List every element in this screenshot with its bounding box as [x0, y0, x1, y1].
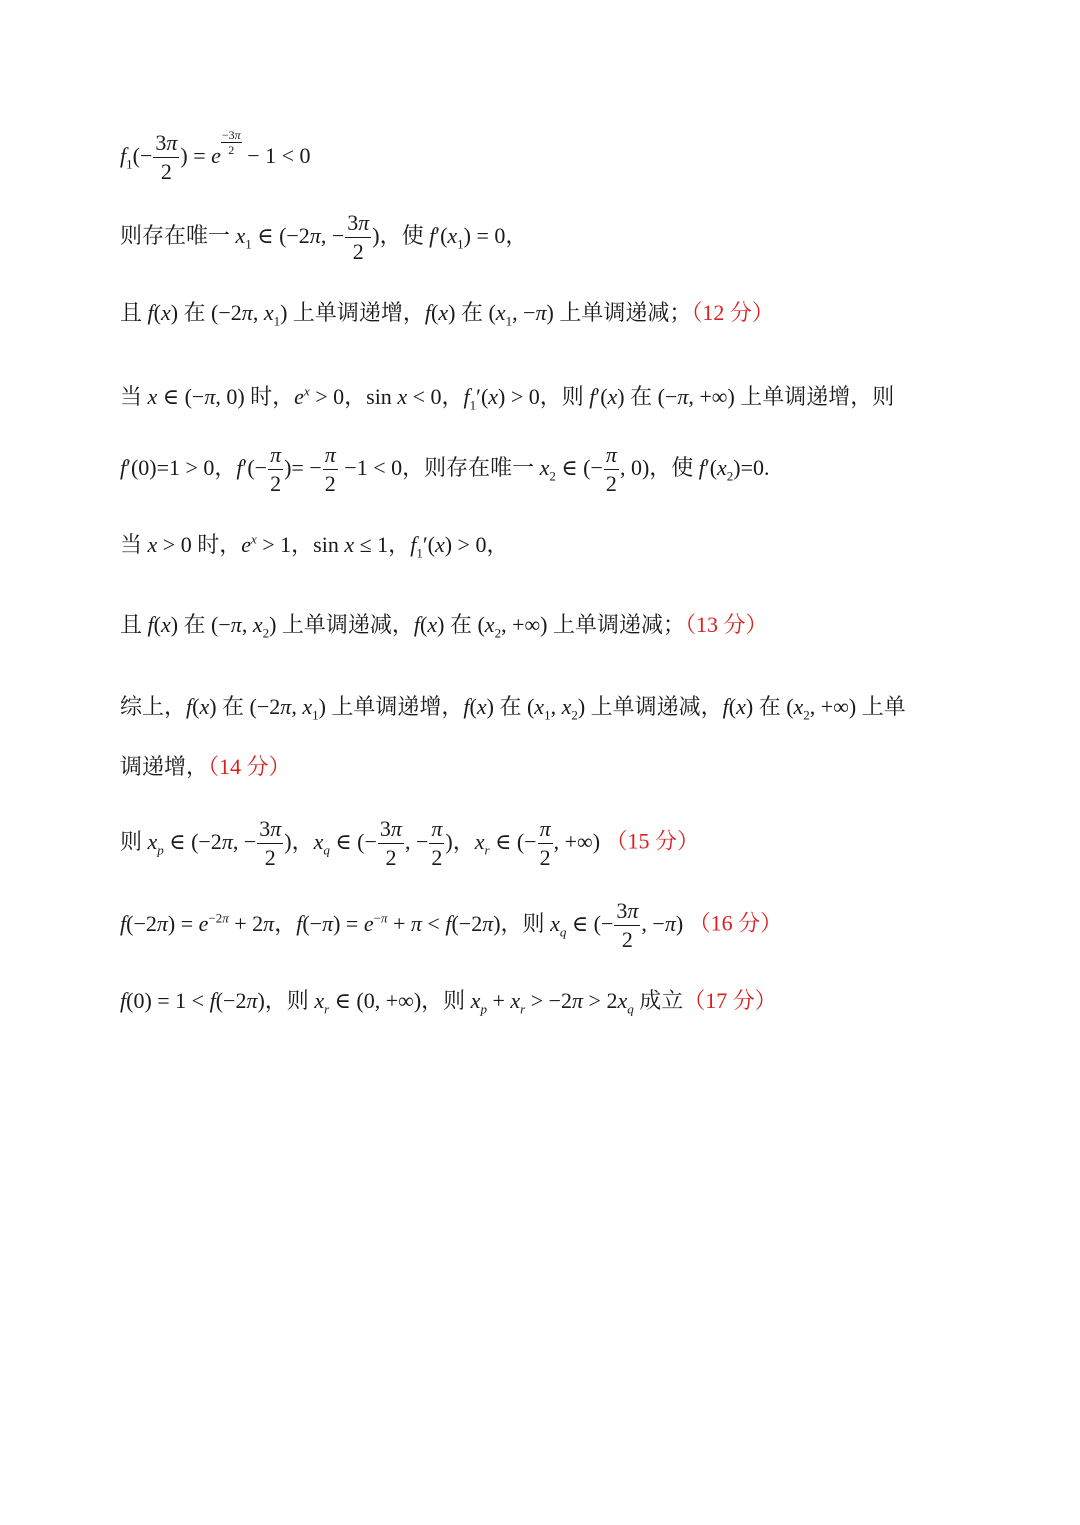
line-5	[120, 444, 770, 495]
line-7	[120, 612, 768, 641]
line-4-math: 当 x ∈ (−π, 0) 时，$e^x > 0$，sin x < 0，$f_1'(x) > 0$，则 f′(x) 在 (−π, +∞) 上单调递增，则	[120, 383, 895, 413]
line-1	[120, 128, 311, 184]
score-12: （12 分）	[691, 300, 774, 325]
score-16: （16 分）	[688, 910, 783, 936]
score-17: （17 分）	[683, 988, 777, 1013]
line-3-math: 且 f(x) 在 (−2π, $x_1$) 上单调递增，f(x) 在 ($x_1$, −π) 上单调递减；	[120, 300, 692, 329]
line-4	[120, 383, 895, 413]
line-7-math: 且 f(x) 在 (−π, $x_2$) 上单调递减，f(x) 在 ($x_2$, +∞) 上单调递减；	[120, 612, 685, 641]
line-6	[120, 531, 509, 561]
line-8-math: 综上，f(x) 在 (−2π, $x_1$) 上单调递增，f(x) 在 ($x_1$, $x_2$) 上单调递减，f(x) 在 ($x_2$, +∞) 上单	[120, 694, 906, 723]
line-12-math: f(0) = 1 < f(−2π)，则 $x_r$ ∈ (0, +∞)，则 $x_p + x_r > -2\pi > 2x_q$ 成立	[120, 988, 684, 1017]
line-3	[120, 300, 774, 329]
line-10	[120, 818, 699, 869]
score-14: （14 分）	[208, 754, 291, 779]
line-6-math: 当 x > 0 时，$e^x > 1$，sin x ≤ 1，$f_1'(x) > 0$，	[120, 531, 509, 561]
line-12	[120, 988, 777, 1017]
line-11	[120, 900, 782, 951]
line-8	[120, 694, 906, 723]
line-10-math: 则 $x_p$ ∈ (−2π, − $\frac{3\pi}{2}$ )，$x_q$ ∈ (− $\frac{3\pi}{2}$ , − $\frac{\pi}{2}$ )，$x_r$ ∈ (− $\frac{\pi}{2}$ , +∞)	[120, 816, 606, 870]
line-5-math: f′(0)=1 > 0，f′(− $\frac{\pi}{2}$ )= − $\frac{\pi}{2}$ −1 < 0，则存在唯一 $x_2$ ∈ (− $\frac{\pi}{2}$ , 0)，使 $f'(x_2)=0$.	[120, 442, 770, 496]
line-2-math: 则存在唯一 $x_1$ ∈ (−2π, − $\frac{3\pi}{2}$ )，使 $f'(x_1) = 0$，	[120, 210, 528, 264]
line-11-math: $f(-2\pi) = e^{-2\pi} + 2\pi$，$f(-\pi) = e^{-\pi} + \pi < f(-2\pi)$，则 $x_q$ ∈ (− $\frac{3\pi}{2}$ , −π)	[120, 898, 689, 952]
line-1-math: $f_1(-$ $\frac{3\pi}{2}$ ) = e $\frac{-3\pi}{2}$ − 1 < 0	[120, 128, 311, 184]
score-15: （15 分）	[605, 828, 700, 854]
score-13: （13 分）	[684, 612, 768, 637]
line-9	[120, 756, 291, 778]
line-2	[120, 212, 527, 263]
line-9-text: 调递增，	[120, 754, 209, 779]
